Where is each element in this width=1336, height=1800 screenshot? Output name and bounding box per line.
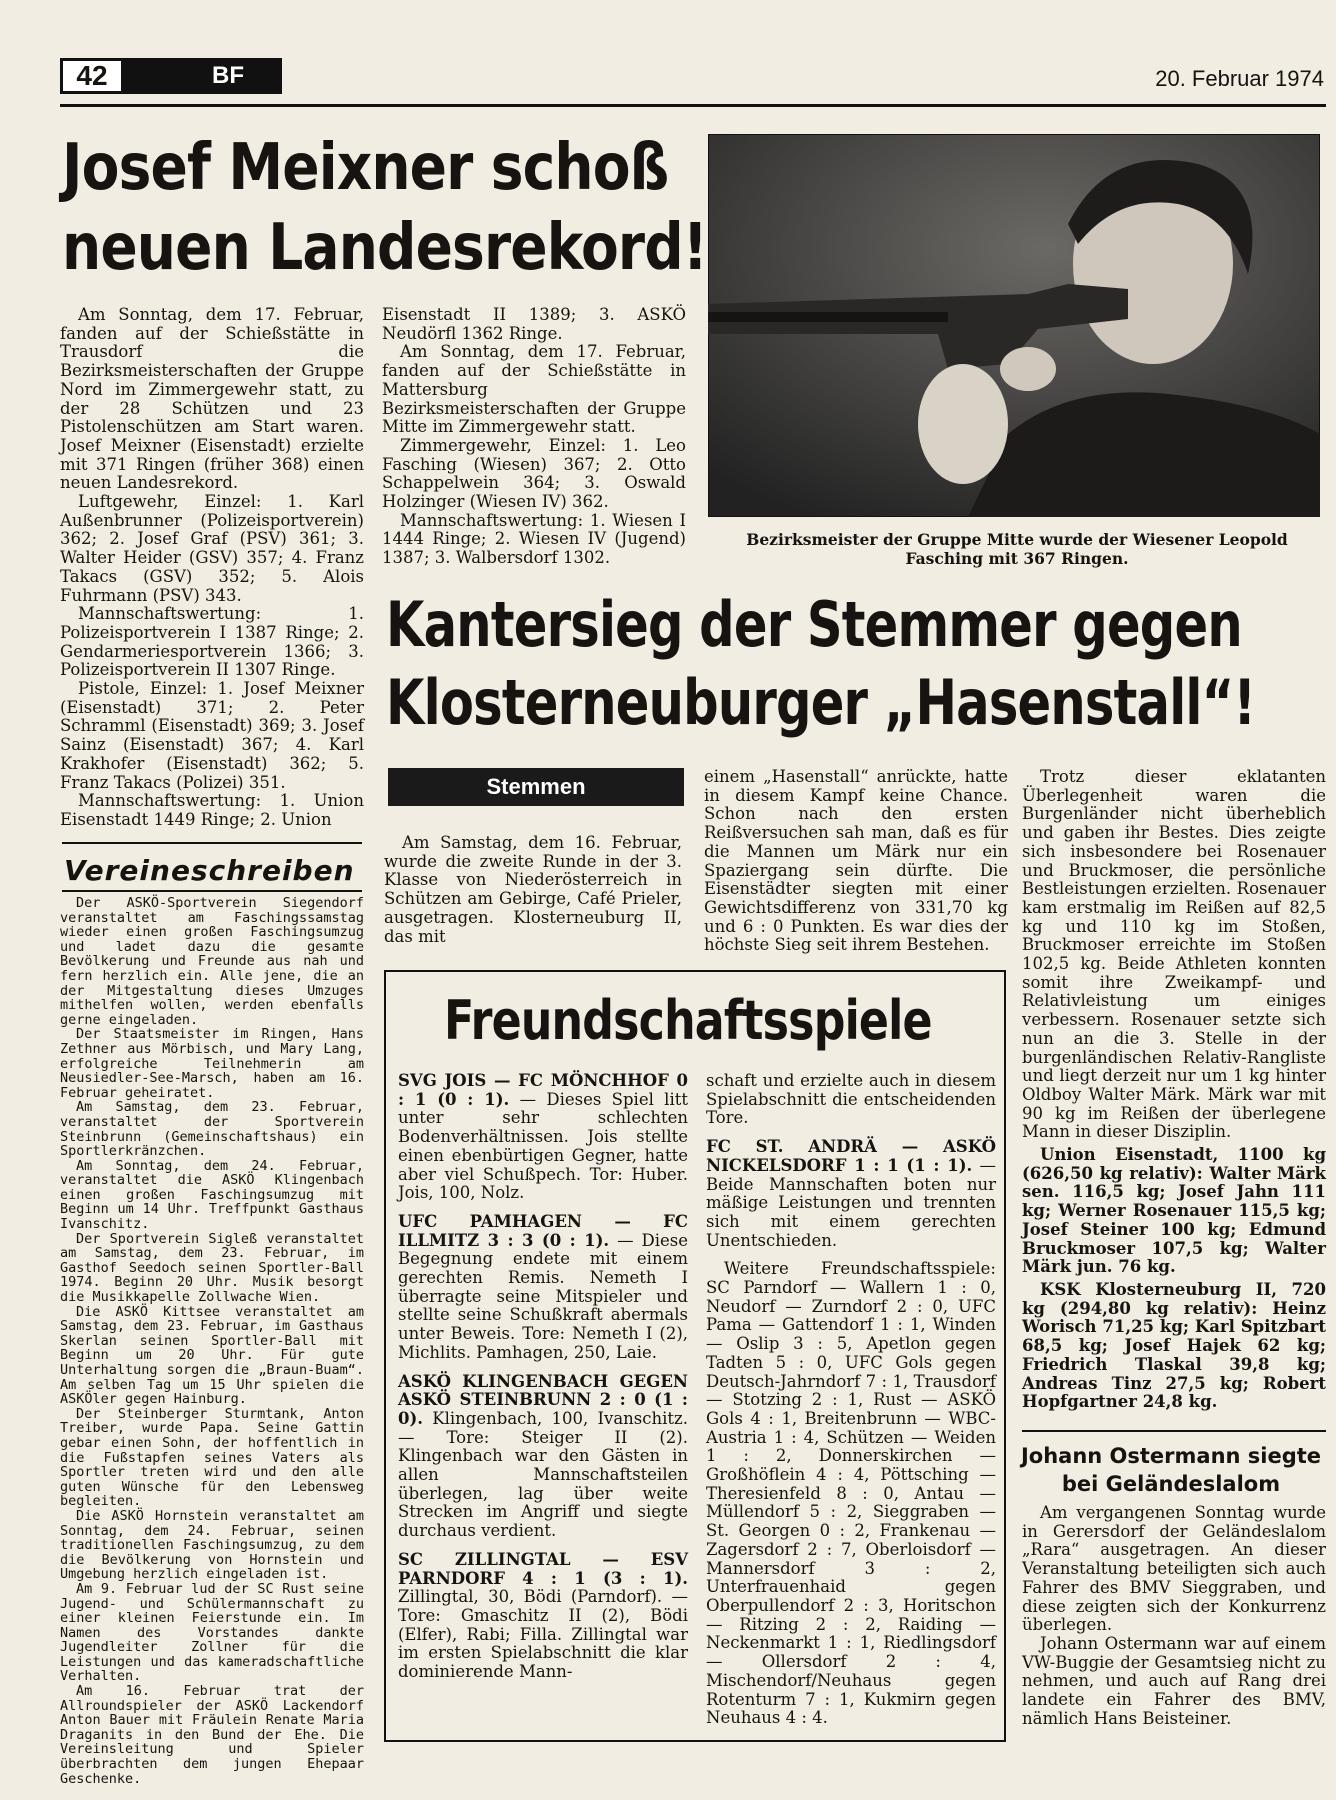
photo-caption: Bezirksmeister der Gruppe Mitte wurde der Wiesener Leopold Fasching mit 367 Ringen.	[746, 530, 1288, 568]
vereine-title: Vereineschreiben	[64, 854, 355, 887]
paragraph: Am vergangenen Sonntag wurde in Gerersdorf der Geländeslalom „Rara“ ausgetragen. An dieser Veranstaltung beteiligten sich auch Fahrer des BMV Sieggraben, und diese zeigten sich der Konkurrenz überlegen.	[1022, 1503, 1326, 1635]
match-report: SC ZILLINGTAL — ESV PARNDORF 4 : 1 (3 : 1). Zillingtal, 30, Bödi (Parndorf). — Tore: Gmaschitz II (2), Bödi (Elfer), Rabi; Filla. Zillingtal war im ersten Spielabschnitt die klar dominierende Mann-	[398, 1549, 688, 1682]
paragraph: Am 9. Februar lud der SC Rust seine Jugend- und Schülermannschaft zu einer kleinen Feierstunde ein. Im Namen des Vorstandes dankte Jugendleiter Zollner für die Leistungen und das kameradschaftliche Verhalten.	[60, 1580, 364, 1685]
article-stemmer-col1	[384, 834, 682, 946]
paragraph: Luftgewehr, Einzel: 1. Karl Außenbrunner (Polizeisportverein) 362; 2. Josef Graf (PSV) 361; 3. Walter Heider (GSV) 357; 4. Franz Takacs (GSV) 352; 5. Alois Fuhrmann (PSV) 343.	[60, 492, 364, 605]
paragraph: Am Sonntag, dem 17. Februar, fanden auf der Schießstätte in Trausdorf die Bezirksmeisterschaften der Gruppe Nord im Zimmergewehr statt, zu der 28 Schützen und 23 Pistolenschützen am Start waren. Josef Meixner (Eisenstadt) erzielte mit 371 Ringen (früher 368) einen neuen Landesrekord.	[60, 305, 364, 493]
issue-date: 20. Februar 1974	[1155, 66, 1324, 91]
paragraph: KSK Klosterneuburg II, 720 kg (294,80 kg relativ): Heinz Worisch 71,25 kg; Karl Spitzbart 68,5 kg; Josef Hajek 62 kg; Friedrich Tlaskal 39,8 kg; Andreas Tinz 27,5 kg; Robert Hopfgartner 24,8 kg.	[1022, 1279, 1326, 1412]
match-report: FC ST. ANDRÄ — ASKÖ NICKELSDORF 1 : 1 (1 : 1). — Beide Mannschaften boten nur mäßige Leistungen und trennten sich mit einem gerechten Unentschieden.	[706, 1137, 997, 1250]
match-report: ASKÖ KLINGENBACH GEGEN ASKÖ STEINBRUNN 2 : 0 (1 : 0). Klingenbach, 100, Ivanschitz. — Tore: Steiger II (2). Klingenbach war den Gästen in allen Mannschaftsteilen überlegen, lag über weite Strecken im Angriff und siegte durchaus verdient.	[398, 1371, 688, 1541]
vereine-column	[60, 896, 364, 1786]
ostermann-title	[1016, 1442, 1326, 1498]
paragraph: Am Samstag, dem 16. Februar, wurde die zweite Runde in der 3. Klasse von Niederösterreich in Schützen am Gebirge, Café Prieler, ausgetragen. Klosterneuburg II, das mit	[384, 833, 682, 946]
paragraph: Am Sonntag, dem 17. Februar, fanden auf der Schießstätte in Mattersburg Bezirksmeisterschaften der Gruppe Mitte im Zimmergewehr statt.	[382, 342, 686, 437]
ostermann-title-line2: bei Geländeslalom	[1061, 1472, 1281, 1496]
paragraph: Mannschaftswertung: 1. Polizeisportverein I 1387 Ringe; 2. Gendarmeriesportverein 1366; 3. Polizeisportverein II 1307 Ringe.	[60, 604, 364, 680]
paragraph: Eisenstadt II 1389; 3. ASKÖ Neudörfl 1362 Ringe.	[382, 305, 686, 343]
paragraph: Die ASKÖ Kittsee veranstaltet am Samstag, dem 23. Februar, im Gasthaus Skerlan seinen Sportler-Ball mit Beginn um 20 Uhr. Für gute Unterhaltung sorgen die „Braun-Buam“. Am selben Tag um 15 Uhr spielen die ASKÖler gegen Hainburg.	[60, 1303, 364, 1408]
match-results: Weitere Freundschaftsspiele: SC Parndorf — Wallern 1 : 0, Neudorf — Zurndorf 2 : 0, UFC Pama — Gattendorf 1 : 1, Winden — Oslip 3 : 5, Apetlon gegen Tadten 5 : 0, UFC Gols gegen Deutsch-Jahrndorf 7 : 1, Trausdorf — Stotzing 2 : 1, Rust — ASKÖ Gols 4 : 1, Breitenbrunn — WBC-Austria 1 : 4, Schützen — Weiden 1 : 2, Donnerskirchen — Großhöflein 4 : 4, Pöttsching — Theresienfeld 8 : 0, Antau — Müllendorf 5 : 2, Sieggraben — St. Georgen 0 : 2, Frankenau — Zagersdorf 2 : 7, Oberloisdorf — Mannersdorf 3 : 2, Unterfrauenhaid gegen Oberpullendorf 2 : 3, Horitschon — Ritzing 2 : 2, Raiding — Neckenmarkt 1 : 1, Riedlingsdorf — Ollersdorf 2 : 4, Mischendorf/Neuhaus gegen Rotenturm 7 : 1, Kukmirn gegen Neuhaus 4 : 4.	[706, 1259, 996, 1728]
paragraph: Zimmergewehr, Einzel: 1. Leo Fasching (Wiesen) 367; 2. Otto Schappelwein 364; 3. Oswald Holzinger (Wiesen IV) 362.	[382, 435, 686, 512]
match-report: UFC PAMHAGEN — FC ILLMITZ 3 : 3 (0 : 1). — Diese Begegnung endete mit einem gerechten Remis. Nemeth I überragte seine Mitspieler und stellte seine Schußkraft abermals unter Beweis. Tore: Nemeth I (2), Michlits. Pamhagen, 250, Laie.	[398, 1211, 689, 1362]
freundschaft-col2	[706, 1072, 996, 1728]
paragraph: Am Sonntag, dem 24. Februar, veranstaltet die ASKÖ Klingenbach einen großen Faschingsumzug mit Beginn um 14 Uhr. Treffpunkt Gasthaus Ivanschitz.	[60, 1157, 364, 1233]
headline-meixner-line2: neuen Landesrekord!	[62, 211, 707, 285]
paragraph: Am Samstag, dem 23. Februar, veranstaltet der Sportverein Steinbrunn (Gemeinschaftshaus) ein Sportlerkränzchen.	[60, 1099, 364, 1160]
paragraph: Am 16. Februar trat der Allroundspieler der ASKÖ Lackendorf Anton Bauer mit Fräulein Renate Maria Draganits in den Bund der Ehe. Die Vereinsleitung und Spieler überbrachten dem jungen Ehepaar Geschenke.	[60, 1683, 364, 1787]
paragraph: Union Eisenstadt, 1100 kg (626,50 kg relativ): Walter Märk sen. 116,5 kg; Josef Jahn 111 kg; Werner Rosenauer 115,5 kg; Josef Steiner 100 kg; Edmund Bruckmoser 107,5 kg; Walter Märk jun. 76 kg.	[1022, 1145, 1326, 1277]
paragraph: einem „Hasenstall“ anrückte, hatte in diesem Kampf keine Chance. Schon nach den ersten Reißversuchen sah man, daß es für die Mannen um Märk nur ein Spaziergang sein dürfte. Die Eisenstädter siegten mit einer Gewichtsdifferenz von 331,70 kg und 6 : 0 Punkten. Es war dies der höchste Sieg seit ihrem Bestehen.	[704, 767, 1008, 955]
divider	[62, 842, 362, 844]
freundschaft-col1	[398, 1072, 688, 1682]
headline-meixner-line1: Josef Meixner schoß	[62, 131, 669, 205]
photo-fasching-shooter	[708, 134, 1320, 517]
freundschaftsspiele-title: Freundschaftsspiele	[444, 989, 932, 1052]
match-report: SVG JOIS — FC MÖNCHHOF 0 : 1 (0 : 1). — Dieses Spiel litt unter sehr schlechten Bodenverhältnissen. Jois stellte einen ebenbürtigen Gegner, hatte aber viel Schußpech. Tor: Huber. Jois, 100, Nolz.	[398, 1071, 688, 1203]
header-rule	[60, 104, 1326, 107]
paragraph: Mannschaftswertung: 1. Union Eisenstadt 1449 Ringe; 2. Union	[60, 791, 364, 829]
ostermann-text	[1022, 1504, 1326, 1728]
paragraph: Der ASKÖ-Sportverein Siegendorf veranstaltet am Faschingssamstag wieder einen großen Faschingsumzug und ladet dazu die gesamte Bevölkerung und Freunde aus nah und fern herzlich ein. Alle jene, die an der Mitgestaltung dieses Umzuges mithelfen wollen, werden ebenfalls gerne eingeladen.	[60, 895, 364, 1028]
headline-stemmer-line2: Klosterneuburger „Hasenstall“!	[386, 666, 1256, 739]
article-stemmer-col2	[704, 768, 1008, 955]
paragraph: Mannschaftswertung: 1. Wiesen I 1444 Ringe; 2. Wiesen IV (Jugend) 1387; 3. Walbersdorf 1302.	[382, 510, 686, 568]
article-meixner-col2	[382, 306, 686, 568]
match-report: schaft und erzielte auch in diesem Spielabschnitt die entscheidenden Tore.	[706, 1071, 996, 1128]
paragraph: Johann Ostermann war auf einem VW-Buggie der Gesamtsieg nicht zu nehmen, und auch auf Rang drei landete ein Fahrer des BMV, nämlich Hans Beisteiner.	[1022, 1633, 1326, 1728]
paragraph: Pistole, Einzel: 1. Josef Meixner (Eisenstadt) 371; 2. Peter Schramml (Eisenstadt) 369; 3. Josef Sainz (Eisenstadt) 367; 4. Karl Krakhofer (Eisenstadt) 362; 5. Franz Takacs (Polizei) 351.	[60, 679, 364, 792]
paragraph: Der Sportverein Sigleß veranstaltet am Samstag, dem 23. Februar, im Gasthof Seedoch seinen Sportler-Ball 1974. Beginn 20 Uhr. Musik besorgt die Musikkapelle Zollwache Wien.	[60, 1230, 364, 1306]
article-meixner-col1	[60, 306, 364, 830]
paragraph: Trotz dieser eklatanten Überlegenheit waren die Burgenländer nicht überheblich und gaben ihr Bestes. Dies zeigte sich insbesondere bei Rosenauer und Bruckmoser, die persönliche Bestleistungen erzielten. Rosenauer kam erstmalig im Reißen auf 82,5 kg und 110 kg im Stoßen, Bruckmoser erreichte im Stoßen 102,5 kg. Beide Athleten konnten somit ihre Zweikampf- und Relativleistung um einiges verbessern. Rosenauer setzte sich nun an die 3. Stelle in der burgenländischen Relativ-Rangliste und liegt derzeit nur um 1 kg hinter Oldboy Walter Märk. Märk war mit 90 kg im Reißen der überlegene Mann in dieser Disziplin.	[1022, 767, 1326, 1142]
paragraph: Der Staatsmeister im Ringen, Hans Zethner aus Mörbisch, und Mary Lang, erfolgreiche Teilnehmerin am Neusiedler-See-Marsch, haben am 16. Februar geheiratet.	[60, 1026, 364, 1101]
shooter-image	[708, 134, 1320, 517]
divider	[62, 890, 362, 892]
article-stemmer-col3	[1022, 768, 1326, 1412]
divider	[1022, 1430, 1326, 1432]
paragraph: Die ASKÖ Hornstein veranstaltet am Sonntag, dem 24. Februar, seinen traditionellen Faschingsumzug, zu dem die Bevölkerung von Hornstein und Umgebung herzlich eingeladen ist.	[60, 1507, 364, 1583]
section-label: BF	[124, 58, 282, 94]
headline-stemmer-line1: Kantersieg der Stemmer gegen	[386, 588, 1242, 661]
section-label-stemmen: Stemmen	[388, 768, 684, 806]
page-number: 42	[60, 58, 124, 94]
ostermann-title-line1: Johann Ostermann siegte	[1020, 1444, 1322, 1468]
paragraph: Der Steinberger Sturmtank, Anton Treiber, wurde Papa. Seine Gattin gebar einen Sohn, der hoffentlich in die Fußstapfen seines Vaters als Sportler treten wird und den alle guten Wünsche für den Lebensweg begleiten.	[60, 1405, 364, 1510]
